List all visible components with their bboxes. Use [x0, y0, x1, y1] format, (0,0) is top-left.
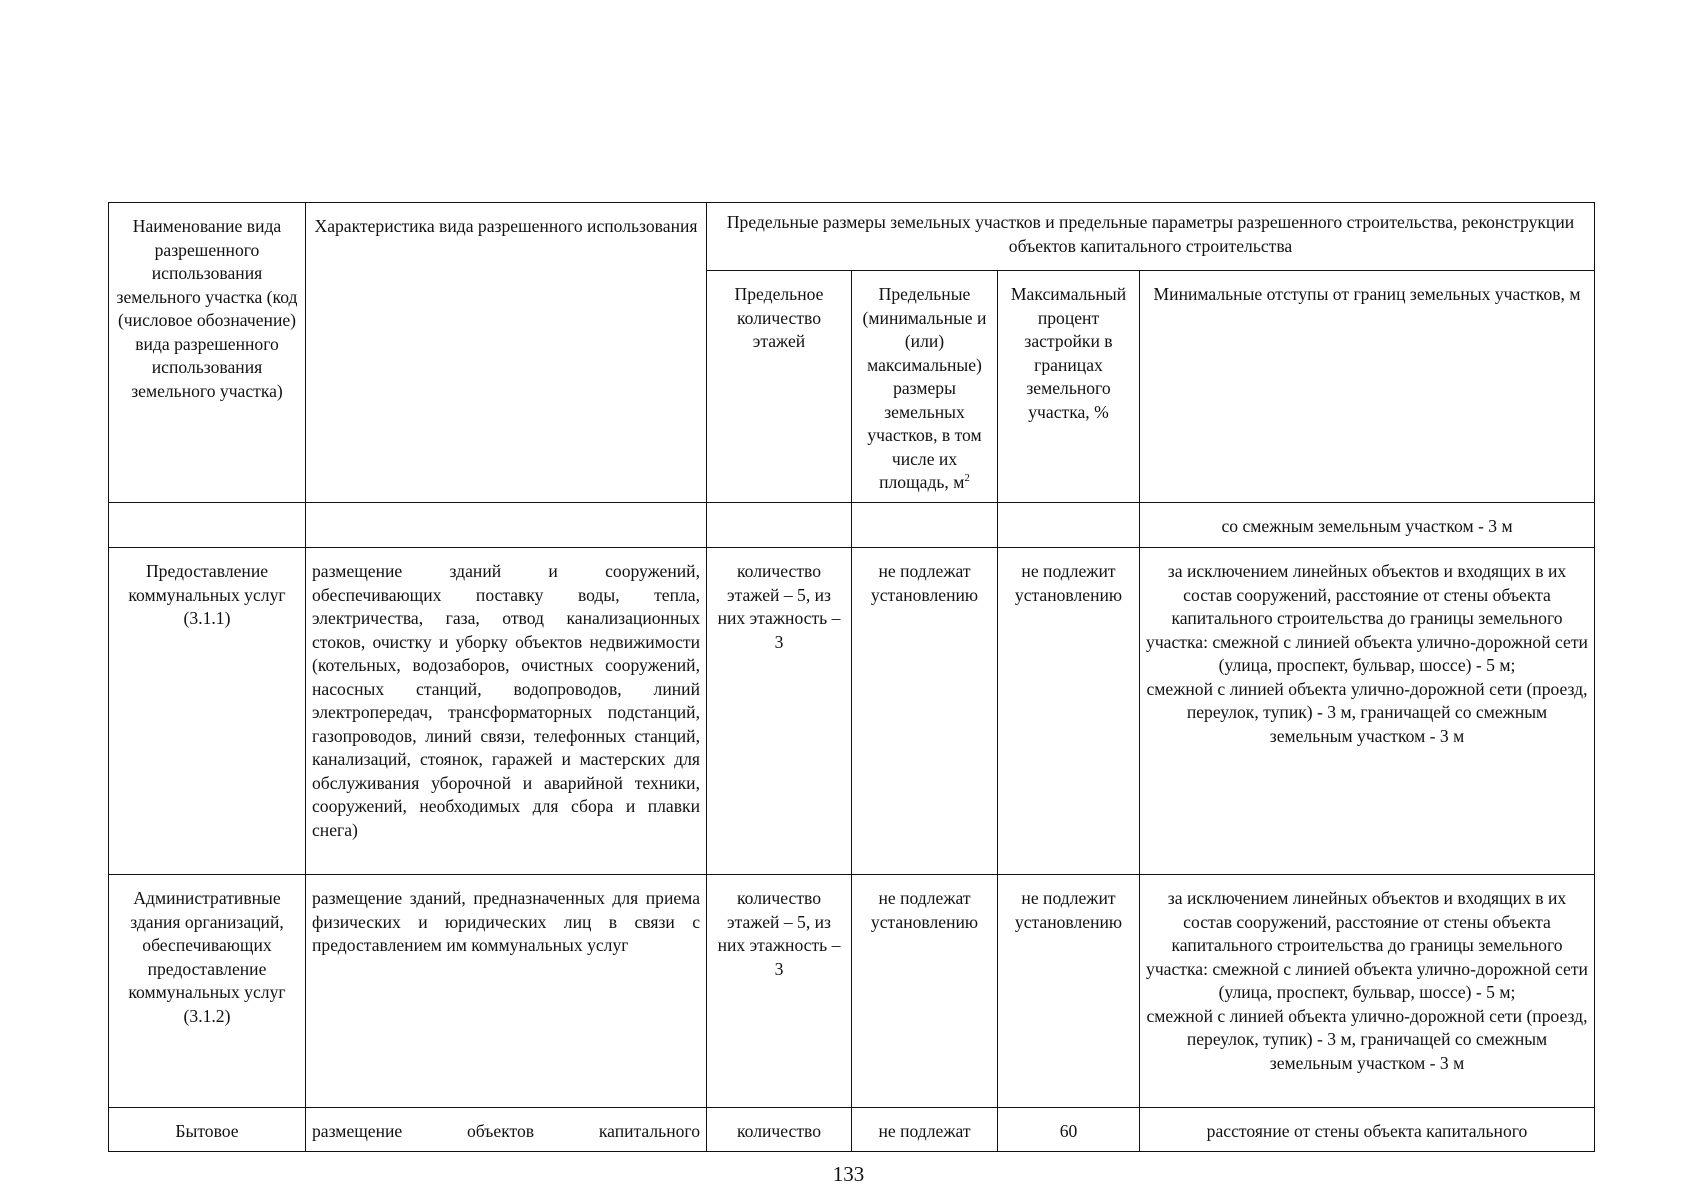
row-setbacks-cell — [1140, 503, 1595, 548]
header-name-cell — [109, 203, 306, 503]
header-setbacks-cell — [1140, 271, 1595, 503]
row-area: не подлежат установлению — [870, 561, 979, 605]
page-number: 133 — [832, 1162, 865, 1186]
row-name-cell — [109, 1108, 306, 1152]
row-name: Предоставление коммунальных услуг (3.1.1) — [128, 561, 286, 628]
row-characteristic-cell — [306, 1108, 707, 1152]
header-limits-group-cell — [707, 203, 1595, 271]
row-floors-cell — [707, 548, 852, 875]
row-area-cell — [852, 875, 998, 1108]
row-characteristic-cell — [306, 875, 707, 1108]
row-name: Административные здания организаций, обеспечивающих предоставление коммунальных услуг (3.1.2) — [128, 888, 286, 1026]
header-area-superscript: 2 — [964, 472, 970, 485]
row-name-cell — [109, 875, 306, 1108]
row-coverage: не подлежит установлению — [1014, 561, 1123, 605]
row-coverage: 60 — [1059, 1121, 1078, 1141]
row-floors: количество — [737, 1121, 821, 1141]
header-characteristic-cell — [306, 203, 707, 503]
table-row — [109, 503, 1595, 548]
row-floors-cell — [707, 875, 852, 1108]
row-floors-cell — [707, 1108, 852, 1152]
row-name-cell — [109, 503, 306, 548]
row-coverage-cell — [998, 548, 1140, 875]
row-setbacks-cell — [1140, 1108, 1595, 1152]
header-setbacks-text: Минимальные отступы от границ земельных участков, м — [1153, 284, 1581, 304]
zoning-table — [108, 202, 1595, 1152]
header-floors-cell — [707, 271, 852, 503]
header-row-1 — [109, 203, 1595, 271]
table-row — [109, 875, 1595, 1108]
row-area-cell — [852, 1108, 998, 1152]
row-characteristic-cell — [306, 548, 707, 875]
header-name-text: Наименование вида разрешенного использования земельного участка (код (числовое обозначение) вида разрешенного использования земельного участка) — [116, 216, 298, 401]
row-setbacks: расстояние от стены объекта капитального — [1206, 1121, 1528, 1141]
row-setbacks: за исключением линейных объектов и входящих в их состав сооружений, расстояние от стены объекта капитального строительства до границы земельного участка: смежной с линией объекта улично-дорожной сети (улица, проспект, бульвар, шоссе) - 5 м; смежной с линией объекта улично-дорожной сети (проезд, переулок, тупик) - 3 м, граничащей со смежным земельным участком - 3 м — [1146, 561, 1588, 746]
table-row — [109, 1108, 1595, 1152]
header-floors-text: Предельное количество этажей — [734, 284, 824, 351]
row-area: не подлежат — [878, 1121, 971, 1141]
row-setbacks: за исключением линейных объектов и входящих в их состав сооружений, расстояние от стены объекта капитального строительства до границы земельного участка: смежной с линией объекта улично-дорожной сети (улица, проспект, бульвар, шоссе) - 5 м; смежной с линией объекта улично-дорожной сети (проезд, переулок, тупик) - 3 м, граничащей со смежным земельным участком - 3 м — [1146, 888, 1588, 1073]
row-characteristic: размещение зданий и сооружений, обеспечивающих поставку воды, тепла, электричества, газа, отвод канализационных стоков, очистку и уборку объектов недвижимости (котельных, водозаборов, очистных сооружений, насосных станций, водопроводов, линий электропередач, трансформаторных подстанций, газопроводов, линий связи, телефонных станций, канализаций, стоянок, гаражей и мастерских для обслуживания уборочной и аварийной техники, сооружений, необходимых для сбора и плавки снега) — [312, 561, 700, 840]
row-coverage-cell — [998, 875, 1140, 1108]
header-area-cell — [852, 271, 998, 503]
row-floors: количество этажей – 5, из них этажность – 3 — [717, 888, 841, 979]
row-area-cell — [852, 548, 998, 875]
header-coverage-text: Максимальный процент застройки в границах земельного участка, % — [1010, 284, 1127, 422]
row-area: не подлежат установлению — [870, 888, 979, 932]
row-floors: количество этажей – 5, из них этажность – 3 — [717, 561, 841, 652]
row-coverage-cell — [998, 503, 1140, 548]
row-setbacks-cell — [1140, 548, 1595, 875]
row-characteristic: размещение объектов капитального — [312, 1121, 700, 1141]
row-area-cell — [852, 503, 998, 548]
header-area-text: Предельные (минимальные и (или) максимальные) размеры земельных участков, в том числе их площадь, м — [862, 284, 987, 492]
header-characteristic-text: Характеристика вида разрешенного использования — [314, 216, 698, 236]
header-coverage-cell — [998, 271, 1140, 503]
row-name-cell — [109, 548, 306, 875]
row-characteristic: размещение зданий, предназначенных для приема физических и юридических лиц в связи с предоставлением им коммунальных услуг — [312, 888, 700, 955]
row-name: Бытовое — [175, 1121, 239, 1141]
row-coverage: не подлежит установлению — [1014, 888, 1123, 932]
row-setbacks-cell — [1140, 875, 1595, 1108]
header-limits-group-text: Предельные размеры земельных участков и предельные параметры разрешенного строительства, реконструкции объектов капитального строительства — [726, 212, 1575, 256]
row-coverage-cell — [998, 1108, 1140, 1152]
table-row — [109, 548, 1595, 875]
row-characteristic-cell — [306, 503, 707, 548]
row-floors-cell — [707, 503, 852, 548]
row-setbacks: со смежным земельным участком - 3 м — [1221, 516, 1513, 536]
